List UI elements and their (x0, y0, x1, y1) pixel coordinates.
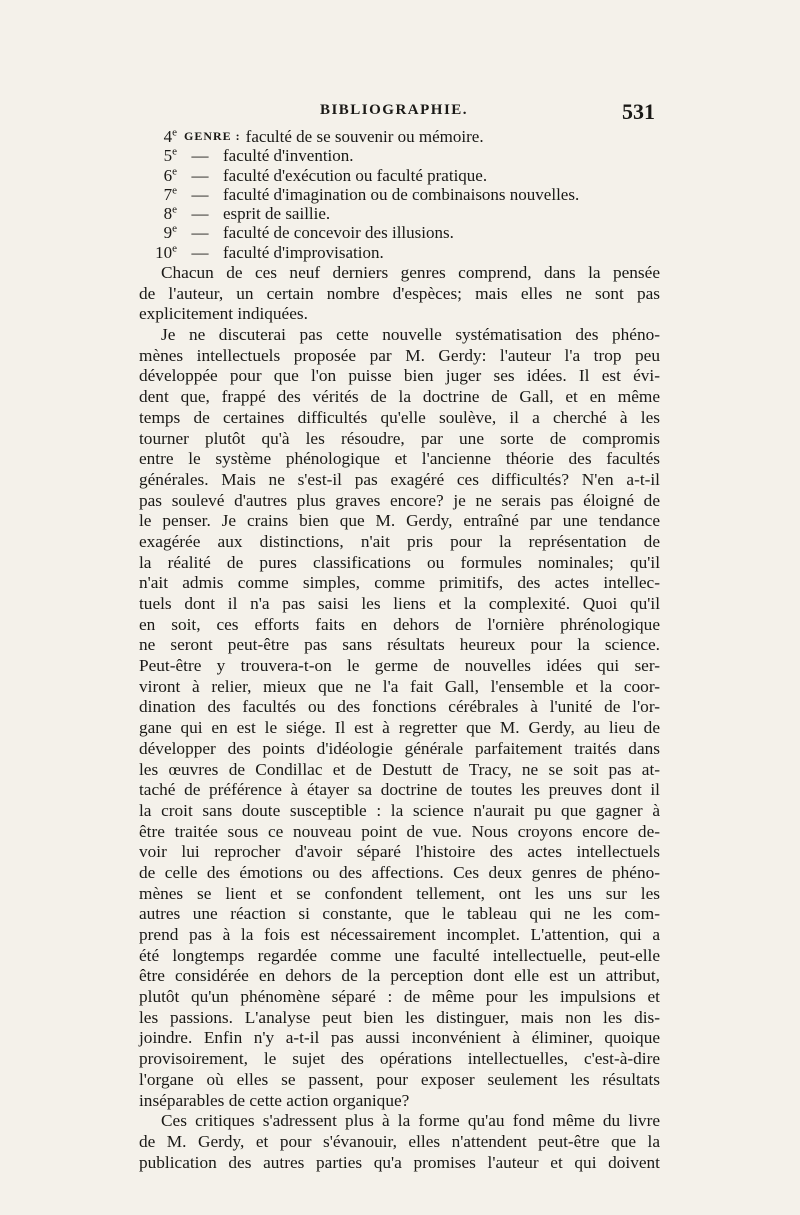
text-line: les passions. L'analyse peut bien les distinguer, mais non les dis- (139, 1007, 660, 1027)
page-header (133, 100, 655, 126)
genre-description: faculté de se souvenir ou mémoire. (245, 127, 484, 146)
genre-list (150, 127, 660, 262)
ditto-dash: — (191, 165, 209, 185)
text-line: dination des facultés ou des fonctions cérébrales à l'unité de l'or- (139, 697, 660, 717)
ditto-dash: — (191, 146, 209, 166)
text-line: plutôt qu'un phénomène séparé : de même pour les impulsions et (139, 987, 660, 1007)
genre-number: 8e (163, 203, 177, 224)
text-line: viront à relier, mieux que ne l'a fait Gall, l'ensemble et la coor- (139, 676, 660, 696)
genre-label: GENRE : (184, 129, 241, 143)
genre-list-item (150, 185, 660, 204)
genre-list-item (150, 127, 660, 146)
genre-number: 7e (163, 184, 177, 204)
text-line: tuels dont il n'a pas saisi les liens et la complexité. Quoi qu'il (139, 594, 660, 613)
genre-description: faculté de concevoir des illusions. (223, 223, 454, 243)
text-line: Peut-être y trouvera-t-on le germe de nouvelles idées qui ser- (139, 656, 660, 676)
text-line: le penser. Je crains bien que M. Gerdy, entraîné par une tendance (139, 511, 660, 531)
text-line: développer des points d'idéologie générale parfaitement traités dans (139, 738, 660, 758)
running-title: BIBLIOGRAPHIE. (319, 102, 469, 118)
text-line: été longtemps regardée comme une faculté intellectuelle, peut-elle (139, 945, 660, 965)
text-line: la croit sans doute susceptible : la science n'aurait pu que gagner à (139, 800, 660, 820)
text-line: exagérée aux distinctions, n'ait pris pour la représentation de (139, 531, 660, 551)
genre-description: faculté d'invention. (223, 146, 354, 166)
text-line: prend pas à la fois est nécessairement incomplet. L'attention, qui a (139, 925, 660, 944)
text-line: entre le système phénologique et l'ancienne théorie des facultés (139, 449, 660, 469)
text-line: dent que, frappé des vérités de la doctrine de Gall, et en même (139, 387, 660, 407)
text-line: voir lui reprocher d'avoir séparé l'histoire des actes intellectuels (139, 842, 660, 862)
genre-list-item (150, 146, 660, 165)
genre-number: 9e (163, 222, 177, 243)
text-line: provisoirement, le sujet des opérations intellectuelles, c'est-à-dire (139, 1049, 660, 1069)
text-line: mènes se lient et se confondent tellement, ont les uns sur les (139, 883, 660, 903)
text-line: de celle des émotions ou des affections. Ces deux genres de phéno- (139, 862, 660, 882)
genre-list-item (150, 204, 660, 223)
text-line: de M. Gerdy, et pour s'évanouir, elles n'attendent peut-être que la (139, 1131, 660, 1151)
text-line: développée pour que l'on puisse bien juger ses idées. Il est évi- (139, 366, 660, 386)
ditto-dash: — (191, 242, 209, 262)
genre-description: faculté d'exécution ou faculté pratique. (223, 165, 488, 185)
text-line: gane qui en est le siége. Il est à regretter que M. Gerdy, au lieu de (139, 718, 660, 738)
text-line: temps de certaines difficultés qu'elle soulève, il a cherché à les (139, 407, 660, 427)
genre-description: faculté d'imagination ou de combinaisons nouvelles. (223, 184, 580, 204)
ditto-dash: — (191, 184, 209, 204)
text-line: être considérée en dehors de la perception dont elle est un attribut, (139, 966, 660, 986)
genre-number: 6e (163, 164, 177, 185)
text-line: tourner plutôt qu'à les résoudre, par une sorte de compromis (139, 428, 660, 448)
body-text (139, 263, 660, 1173)
text-line: Ces critiques s'adressent plus à la forme qu'au fond même du livre (161, 1111, 660, 1131)
text-line: être traitée sous ce nouveau point de vue. Nous croyons encore de- (139, 821, 660, 841)
ditto-dash: — (191, 204, 209, 224)
text-line: les œuvres de Condillac et de Destutt de Tracy, ne se soit pas at- (139, 759, 660, 779)
genre-list-item (150, 243, 660, 262)
genre-number: 10e (155, 242, 177, 262)
genre-description: esprit de saillie. (223, 204, 331, 224)
text-line: taché de préférence à étayer sa doctrine de toutes les preuves dont il (139, 780, 660, 800)
text-line: inséparables de cette action organique? (139, 1090, 410, 1110)
genre-list-item (150, 223, 660, 242)
text-line: Je ne discuterai pas cette nouvelle systématisation des phéno- (161, 325, 660, 345)
text-line: autres une réaction si constante, que le tableau qui ne les com- (139, 904, 660, 924)
text-line: explicitement indiquées. (139, 304, 308, 324)
page-number: 531 (622, 99, 655, 124)
text-line: pas soulevé d'autres plus graves encore? je ne serais pas éloigné de (139, 490, 660, 510)
text-line: l'organe où elles se passent, pour exposer seulement les résultats (139, 1069, 660, 1089)
text-line: n'ait admis comme simples, comme primitifs, des actes intellec- (139, 573, 660, 593)
genre-number: 4e (163, 126, 177, 146)
text-line: ne seront peut-être pas sans résultats heureux pour la science. (139, 635, 660, 655)
text-line: Chacun de ces neuf derniers genres comprend, dans la pensée (161, 263, 660, 282)
text-line: en soit, ces efforts faits en dehors de l'ornière phrénologique (139, 614, 660, 634)
text-line: la réalité de pures classifications ou formules nominales; qu'il (139, 552, 660, 572)
genre-list-item (150, 166, 660, 185)
text-line: publication des autres parties qu'a promises l'auteur et qui doivent (139, 1152, 660, 1172)
text-line: générales. Mais ne s'est-il pas exagéré ces difficultés? N'en a-t-il (139, 469, 660, 489)
genre-number: 5e (163, 145, 177, 166)
ditto-dash: — (191, 223, 209, 243)
text-line: joindre. Enfin n'y a-t-il pas aussi inconvénient à éliminer, quoique (139, 1028, 660, 1048)
text-line: de l'auteur, un certain nombre d'espèces; mais elles ne sont pas (139, 283, 660, 303)
text-line: mènes intellectuels proposée par M. Gerdy: l'auteur l'a trop peu (139, 345, 660, 365)
genre-description: faculté d'improvisation. (223, 242, 384, 262)
